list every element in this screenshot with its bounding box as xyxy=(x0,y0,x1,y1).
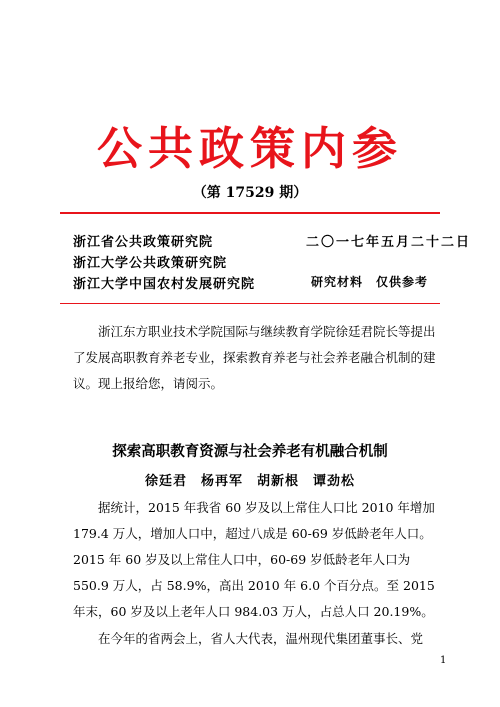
institution-3: 浙江大学中国农村发展研究院 xyxy=(73,277,256,292)
section-rule xyxy=(60,303,440,304)
page-title: 公共政策内参 xyxy=(96,122,403,175)
issue-number: （第 17529 期） xyxy=(192,185,308,201)
institution-1: 浙江省公共政策研究院 xyxy=(73,235,214,250)
intro-paragraph: 浙江东方职业技术学院国际与继续教育学院徐廷君院长等提出了发展高职教育养老专业，探索教育养老与社会养老融合机制的建议。现上报给您，请阅示。 xyxy=(73,324,436,391)
header-rule xyxy=(60,212,440,214)
reference-note: 研究材料 仅供参考 xyxy=(311,275,429,289)
page-number: 1 xyxy=(440,655,447,666)
article-authors: 徐廷君 杨再军 胡新根 谭劲松 xyxy=(144,474,355,489)
institution-2: 浙江大学公共政策研究院 xyxy=(73,256,228,271)
issue-date: 二〇一七年五月二十二日 xyxy=(306,235,472,250)
article-title: 探索高职教育资源与社会养老有机融合机制 xyxy=(112,443,388,460)
body-paragraph-1: 据统计，2015 年我省 60 岁及以上常住人口比 2010 年增加 179.4 万人，增加人口中，超过八成是 60-69 岁低龄老年人口。2015 年 60 岁及以上常住人口中，60-69 岁低龄老年人口为 550.9 万人，占 58.9%，高出 2010 年 6.0 个百分点。至 2015 年末，60 岁及以上老年人口 984.03 万人，占总人口 20.19%。 xyxy=(73,500,435,619)
body-paragraph-2: 在今年的省两会上，省人大代表，温州现代集团董事长、党 xyxy=(98,631,424,646)
